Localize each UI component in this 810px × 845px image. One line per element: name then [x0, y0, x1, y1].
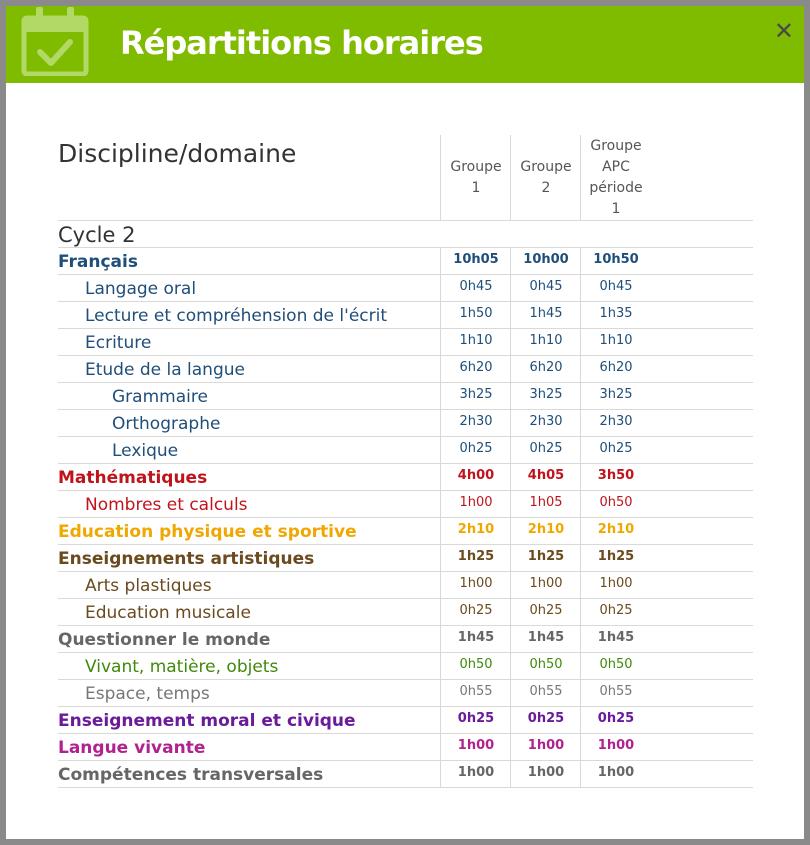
discipline-label: Arts plastiques: [85, 576, 212, 596]
close-icon[interactable]: ✕: [773, 17, 794, 45]
hours-cell: 0h55: [510, 680, 581, 706]
hours-cell: 1h25: [440, 545, 511, 571]
table-row: [58, 734, 753, 761]
discipline-label: Orthographe: [112, 414, 221, 434]
hours-cell: 1h10: [440, 329, 511, 355]
hours-cell: 0h45: [440, 275, 511, 301]
hours-cell: 0h50: [580, 491, 651, 517]
discipline-label: Education physique et sportive: [58, 522, 357, 542]
discipline-label: Lecture et compréhension de l'écrit: [85, 306, 387, 326]
hours-cell: 1h45: [580, 626, 651, 652]
hours-cell: 0h55: [580, 680, 651, 706]
hours-cell: 10h05: [440, 248, 511, 274]
dialog: [6, 6, 804, 839]
table-row: [58, 653, 753, 680]
hours-cell: 1h45: [510, 302, 581, 328]
hours-cell: 0h25: [510, 707, 581, 733]
hours-cell: 1h00: [510, 572, 581, 598]
hours-cell: 10h00: [510, 248, 581, 274]
hours-cell: 1h00: [440, 761, 511, 787]
hours-cell: 0h25: [440, 437, 511, 463]
discipline-label: Grammaire: [112, 387, 208, 407]
dialog-title: Répartitions horaires: [120, 24, 483, 62]
discipline-label: Questionner le monde: [58, 630, 271, 650]
table-header: [58, 135, 753, 221]
hours-cell: 2h10: [510, 518, 581, 544]
hours-cell: 3h25: [440, 383, 511, 409]
hours-cell: 1h00: [510, 761, 581, 787]
hours-cell: 1h00: [440, 572, 511, 598]
hours-cell: 6h20: [580, 356, 651, 382]
table-row: [58, 599, 753, 626]
hours-cell: 6h20: [440, 356, 511, 382]
table-row: [58, 356, 753, 383]
discipline-label: Enseignement moral et civique: [58, 711, 356, 731]
schedule-table: [58, 135, 753, 788]
hours-cell: 0h25: [440, 599, 511, 625]
hours-cell: 1h00: [580, 734, 651, 760]
hours-cell: 1h50: [440, 302, 511, 328]
discipline-label: Espace, temps: [85, 684, 210, 704]
table-row: [58, 275, 753, 302]
dialog-header: [6, 6, 804, 83]
cycle-label: Cycle 2: [58, 221, 753, 248]
hours-cell: 0h25: [580, 599, 651, 625]
hours-cell: 10h50: [580, 248, 651, 274]
hours-cell: 0h25: [510, 437, 581, 463]
hours-cell: 0h45: [510, 275, 581, 301]
table-row: [58, 302, 753, 329]
discipline-header: Discipline/domaine: [58, 139, 297, 168]
table-row: [58, 410, 753, 437]
discipline-label: Etude de la langue: [85, 360, 245, 380]
hours-cell: 1h25: [510, 545, 581, 571]
table-row: [58, 329, 753, 356]
discipline-label: Vivant, matière, objets: [85, 657, 279, 677]
table-row: [58, 491, 753, 518]
hours-cell: 0h25: [580, 437, 651, 463]
hours-cell: 1h00: [440, 734, 511, 760]
hours-cell: 1h00: [510, 734, 581, 760]
column-header-groupe-apc: Groupe APC période 1: [580, 135, 651, 220]
hours-cell: 0h50: [580, 653, 651, 679]
hours-cell: 1h25: [580, 545, 651, 571]
hours-cell: 2h10: [580, 518, 651, 544]
hours-cell: 0h25: [580, 707, 651, 733]
hours-cell: 0h25: [440, 707, 511, 733]
hours-cell: 1h05: [510, 491, 581, 517]
hours-cell: 1h00: [580, 572, 651, 598]
hours-cell: 0h50: [440, 653, 511, 679]
table-row: [58, 383, 753, 410]
table-row: [58, 518, 753, 545]
table-row: [58, 680, 753, 707]
table-body: [58, 248, 753, 788]
hours-cell: 0h45: [580, 275, 651, 301]
discipline-label: Lexique: [112, 441, 179, 461]
discipline-label: Education musicale: [85, 603, 251, 623]
discipline-label: Langage oral: [85, 279, 197, 299]
hours-cell: 1h35: [580, 302, 651, 328]
hours-cell: 3h25: [580, 383, 651, 409]
hours-cell: 0h55: [440, 680, 511, 706]
hours-cell: 2h30: [440, 410, 511, 436]
table-row: [58, 545, 753, 572]
table-row: [58, 464, 753, 491]
table-row: [58, 707, 753, 734]
hours-cell: 2h30: [580, 410, 651, 436]
hours-cell: 4h00: [440, 464, 511, 490]
discipline-label: Nombres et calculs: [85, 495, 248, 515]
hours-cell: 1h10: [580, 329, 651, 355]
discipline-label: Français: [58, 252, 138, 272]
discipline-label: Enseignements artistiques: [58, 549, 315, 569]
discipline-label: Ecriture: [85, 333, 152, 353]
hours-cell: 1h45: [510, 626, 581, 652]
column-header-groupe-1: Groupe 1: [440, 135, 511, 220]
calendar-check-icon: [20, 6, 90, 76]
hours-cell: 3h25: [510, 383, 581, 409]
column-header-groupe-2: Groupe 2: [510, 135, 581, 220]
hours-cell: 4h05: [510, 464, 581, 490]
hours-cell: 3h50: [580, 464, 651, 490]
hours-cell: 1h10: [510, 329, 581, 355]
hours-cell: 2h10: [440, 518, 511, 544]
discipline-label: Mathématiques: [58, 468, 208, 488]
table-row: [58, 572, 753, 599]
hours-cell: 1h45: [440, 626, 511, 652]
table-row: [58, 761, 753, 788]
hours-cell: 1h00: [440, 491, 511, 517]
table-row: [58, 437, 753, 464]
hours-cell: 1h00: [580, 761, 651, 787]
hours-cell: 2h30: [510, 410, 581, 436]
hours-cell: 6h20: [510, 356, 581, 382]
table-row: [58, 248, 753, 275]
hours-cell: 0h25: [510, 599, 581, 625]
discipline-label: Langue vivante: [58, 738, 206, 758]
discipline-label: Compétences transversales: [58, 765, 324, 785]
hours-cell: 0h50: [510, 653, 581, 679]
table-row: [58, 626, 753, 653]
